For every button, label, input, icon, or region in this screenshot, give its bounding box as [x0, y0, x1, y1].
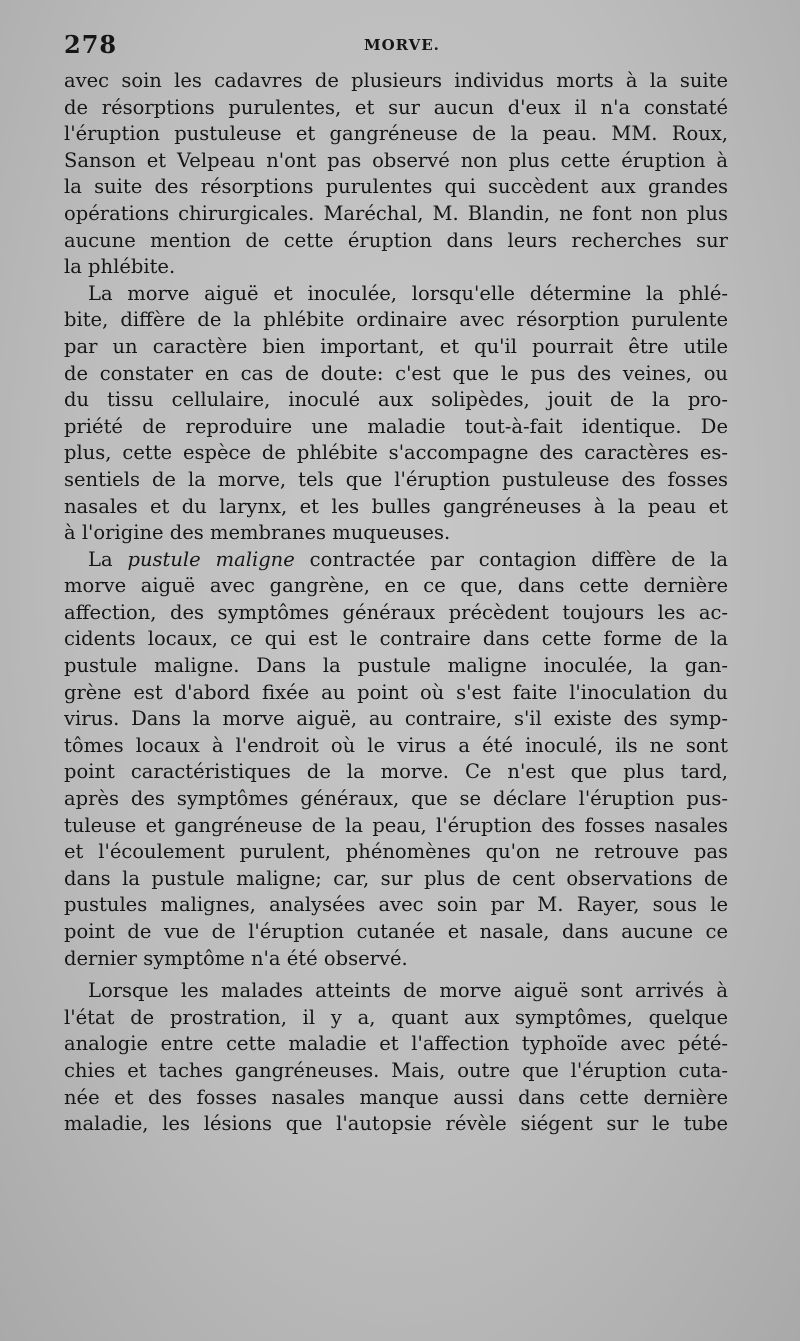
paragraph-1 — [64, 68, 728, 281]
text-line: virus. Dans la morve aiguë, au contraire, s'il existe des symp- — [64, 707, 728, 731]
text-line: La morve aiguë et inoculée, lorsqu'elle détermine la phlé- — [88, 281, 728, 305]
text-line: tuleuse et gangréneuse de la peau, l'éruption des fosses nasales — [64, 813, 728, 837]
text-line: du tissu cellulaire, inoculé aux solipèdes, jouit de la pro- — [64, 388, 728, 412]
text-line: morve aiguë avec gangrène, en ce que, dans cette dernière — [64, 574, 728, 598]
text-line: dernier symptôme n'a été observé. — [64, 946, 408, 970]
text-line: la suite des résorptions purulentes qui succèdent aux grandes — [64, 175, 728, 199]
text-line: plus, cette espèce de phlébite s'accompagne des caractères es- — [64, 441, 728, 465]
text-line: priété de reproduire une maladie tout-à-fait identique. De — [64, 414, 728, 438]
text-line: bite, diffère de la phlébite ordinaire avec résorption purulente — [64, 308, 728, 332]
text-line: par un caractère bien important, et qu'il pourrait être utile — [64, 334, 728, 358]
text-line: aucune mention de cette éruption dans leurs recherches sur — [64, 228, 728, 252]
text-line: dans la pustule maligne; car, sur plus de cent observations de — [64, 866, 728, 890]
page-number: 278 — [64, 30, 118, 59]
text-line: sentiels de la morve, tels que l'éruption pustuleuse des fosses — [64, 467, 728, 491]
text-line: cidents locaux, ce qui est le contraire dans cette forme de la — [64, 627, 728, 651]
text-fragment: contractée par contagion diffère de la — [294, 547, 728, 571]
text-line: et l'écoulement purulent, phénomènes qu'on ne retrouve pas — [64, 840, 728, 864]
text-line: Lorsque les malades atteints de morve aiguë sont arrivés à — [88, 979, 728, 1003]
text-line: analogie entre cette maladie et l'affection typhoïde avec pété- — [64, 1032, 728, 1056]
text-line: l'éruption pustuleuse et gangréneuse de la peau. MM. Roux, — [64, 122, 728, 146]
text-line: point de vue de l'éruption cutanée et nasale, dans aucune ce — [64, 920, 728, 943]
body-text — [64, 68, 728, 1138]
text-line: avec soin les cadavres de plusieurs individus morts à la suite — [64, 69, 728, 92]
text-line: pustules malignes, analysées avec soin par M. Rayer, sous le — [64, 893, 728, 917]
paragraph-2 — [64, 281, 728, 547]
text-line: de constater en cas de doute: c'est que le pus des veines, ou — [64, 361, 728, 385]
text-line: grène est d'abord fixée au point où s'est faite l'inoculation du — [64, 680, 728, 704]
paragraph-3 — [64, 547, 728, 973]
text-line: maladie, les lésions que l'autopsie révèle siégent sur le tube — [64, 1112, 728, 1136]
text-line — [64, 547, 728, 574]
text-line: de résorptions purulentes, et sur aucun d'eux il n'a constaté — [64, 95, 728, 119]
text-line: à l'origine des membranes muqueuses. — [64, 521, 451, 545]
text-line: point caractéristiques de la morve. Ce n'est que plus tard, — [64, 760, 728, 784]
text-line: pustule maligne. Dans la pustule maligne inoculée, la gan- — [64, 654, 728, 678]
text-line: la phlébite. — [64, 255, 176, 279]
text-line: chies et taches gangréneuses. Mais, outre que l'éruption cuta- — [64, 1058, 728, 1082]
italic-term: pustule maligne — [127, 547, 295, 571]
text-line: Sanson et Velpeau n'ont pas observé non plus cette éruption à — [64, 148, 728, 172]
paragraph-4 — [64, 978, 728, 1138]
text-line: affection, des symptômes généraux précèdent toujours les ac- — [64, 600, 728, 624]
text-line: opérations chirurgicales. Maréchal, M. Blandin, ne font non plus — [64, 201, 728, 225]
text-line: née et des fosses nasales manque aussi dans cette dernière — [64, 1085, 728, 1109]
text-line: après des symptômes généraux, que se déclare l'éruption pus- — [64, 787, 728, 811]
text-line: nasales et du larynx, et les bulles gangréneuses à la peau et — [64, 494, 728, 518]
text-line: tômes locaux à l'endroit où le virus a été inoculé, ils ne sont — [64, 733, 728, 757]
text-fragment: La — [88, 547, 128, 571]
page-header — [64, 30, 728, 64]
running-head: MORVE. — [364, 36, 440, 54]
text-line: l'état de prostration, il y a, quant aux symptômes, quelque — [64, 1005, 728, 1029]
